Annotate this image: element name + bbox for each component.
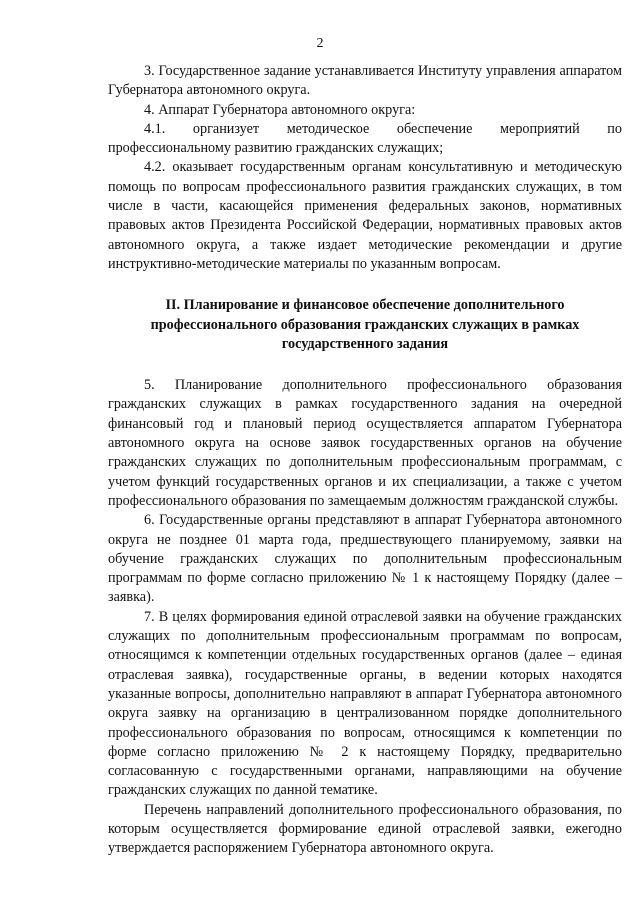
paragraph-4: 4. Аппарат Губернатора автономного округа: (144, 101, 416, 118)
paragraph-4-1: 4.1. организует методическое обеспечение мероприятий по профессиональному развитию гражданских служащих; (108, 120, 622, 157)
section-spacer (108, 274, 622, 296)
page-number: 2 (316, 36, 324, 51)
paragraph-3: 3. Государственное задание устанавливается Институту управления аппаратом Губернатора автономного округа. (108, 63, 622, 99)
document-body (108, 62, 622, 859)
paragraph-6: 6. Государственные органы представляют в аппарат Губернатора автономного округа не позднее 01 марта года, предшествующего планируемому, заявки на обучение гражданских служащих по дополнительным профессиональным программам по форме согласно приложению № 1 к настоящему Порядку (далее – заявка). (108, 512, 622, 606)
paragraph-7: 7. В целях формирования единой отраслевой заявки на обучение гражданских служащих по дополнительным профессиональным программам по вопросам, относящимся к компетенции отдельных государственных органов (далее – единая отраслевая заявка), государственные органы, в ведении которых находятся указанные вопросы, дополнительно направляют в аппарат Губернатора автономного округа заявку на организацию в централизованном порядке дополнительного профессионального образования по вопросам, относящимся к компетенции по форме согласно приложению № 2 к настоящему Порядку, предварительно согласованную с государственными органами, направляющими на обучение гражданских служащих по данной тематике. (108, 608, 622, 799)
section-spacer (108, 354, 622, 376)
paragraph-5: 5. Планирование дополнительного профессионального образования гражданских служащих в рамках государственного задания на очередной финансовый год и плановый период осуществляется аппаратом Губернатора автономного округа на основе заявок государственных органов на обучение гражданских служащих по дополнительным профессиональным программам, с учетом функций государственных органов и их специализации, а также с учетом профессионального образования по замещаемым должностям гражданской службы. (108, 377, 622, 509)
section-heading-2: II. Планирование и финансовое обеспечение дополнительного профессионального образования гражданских служащих в рамках государственного задания (150, 297, 580, 352)
paragraph-list-of-directions: Перечень направлений дополнительного профессионального образования, по которым осуществляется формирование единой отраслевой заявки, ежегодно утверждается распоряжением Губернатора автономного округа. (108, 801, 622, 857)
paragraph-4-2: 4.2. оказывает государственным органам консультативную и методическую помощь по вопросам профессионального развития гражданских служащих, в том числе в части, касающейся применения федеральных законов, нормативных правовых актов Президента Российской Федерации, нормативных правовых актов автономного округа, а также издает методические рекомендации и другие инструктивно-методические материалы по указанным вопросам. (108, 159, 622, 272)
